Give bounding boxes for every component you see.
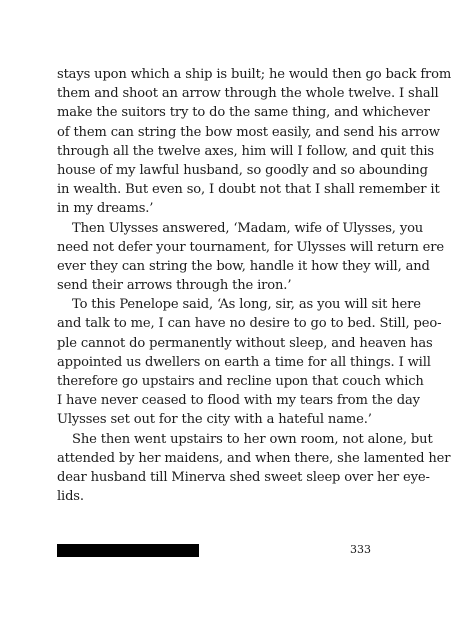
text-line: stays upon which a ship is built; he would then go back from xyxy=(57,67,451,82)
text-line: Ulysses set out for the city with a hateful name.’ xyxy=(57,412,372,428)
text-line: them and shoot an arrow through the whole twelve. I shall xyxy=(57,86,439,102)
text-line: through all the twelve axes, him will I follow, and quit this xyxy=(57,143,434,159)
text-line: make the suitors try to do the same thing, and whichever xyxy=(57,105,430,121)
text-line: and talk to me, I can have no desire to go to bed. Still, peo- xyxy=(57,316,442,332)
text-line: in my dreams.’ xyxy=(57,201,154,217)
text-line: need not defer your tournament, for Ulysses will return ere xyxy=(57,239,444,255)
text-line: To this Penelope said, ‘As long, sir, as you will sit here xyxy=(72,297,421,313)
redaction-bar xyxy=(57,544,199,557)
text-line: I have never ceased to flood with my tears from the day xyxy=(57,393,420,409)
text-line: appointed us dwellers on earth a time for all things. I will xyxy=(57,354,431,370)
body-text xyxy=(57,65,451,506)
text-line: in wealth. But even so, I doubt not that I shall remember it xyxy=(57,182,440,198)
text-line: therefore go upstairs and recline upon that couch which xyxy=(57,374,424,389)
text-line: ever they can string the bow, handle it how they will, and xyxy=(57,258,430,274)
page-number: 333 xyxy=(350,543,371,556)
text-line: send their arrows through the iron.’ xyxy=(57,278,292,294)
text-line: attended by her maidens, and when there, she lamented her xyxy=(57,450,451,466)
text-line: house of my lawful husband, so goodly and so abounding xyxy=(57,162,428,178)
text-line: Then Ulysses answered, ‘Madam, wife of Ulysses, you xyxy=(72,220,424,236)
text-line: of them can string the bow most easily, and send his arrow xyxy=(57,124,440,140)
text-line: lids. xyxy=(57,489,84,505)
text-line: dear husband till Minerva shed sweet sleep over her eye- xyxy=(57,469,430,485)
text-line: ple cannot do permanently without sleep, and heaven has xyxy=(57,335,433,351)
text-line: She then went upstairs to her own room, not alone, but xyxy=(72,431,433,447)
